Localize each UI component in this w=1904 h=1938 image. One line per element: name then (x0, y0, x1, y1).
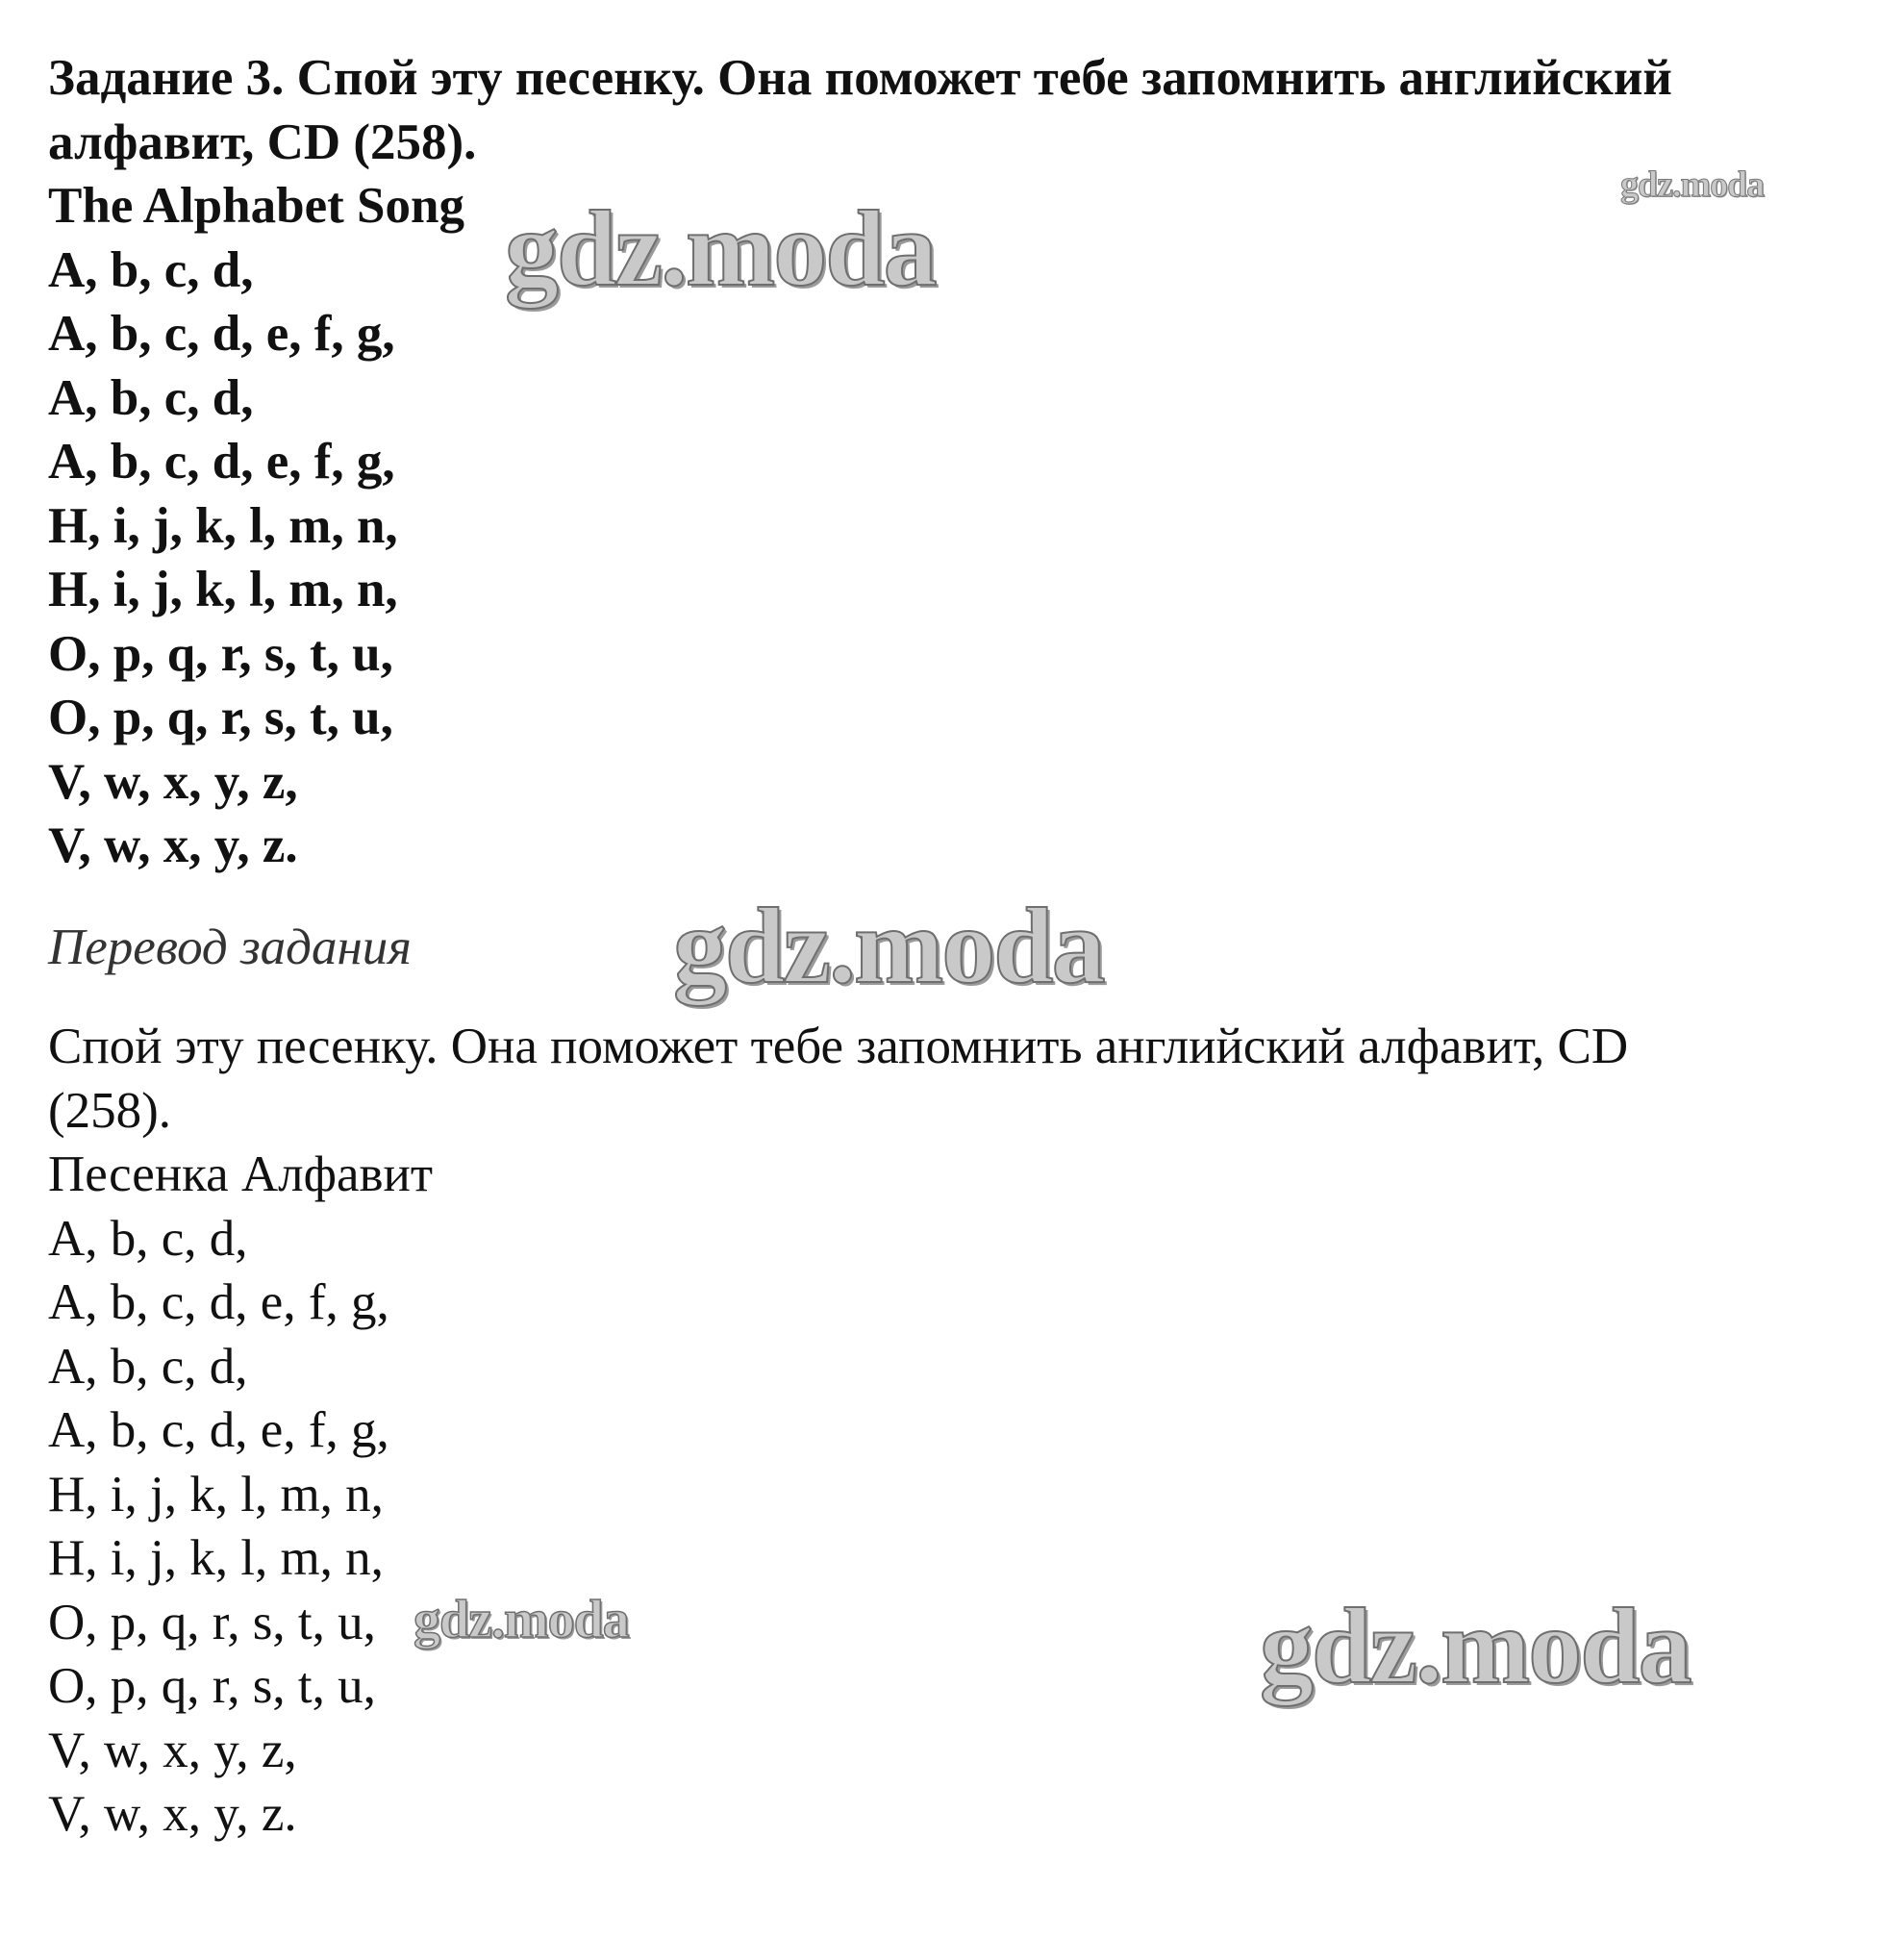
song-line-8: O, p, q, r, s, t, u, (48, 690, 393, 745)
translation-song-line-8: O, p, q, r, s, t, u, (48, 1658, 376, 1714)
watermark-top-right: gdz.moda (1620, 164, 1765, 205)
translation-song-line-3: A, b, c, d, (48, 1338, 248, 1395)
translation-song-line-4: A, b, c, d, e, f, g, (48, 1402, 389, 1458)
translation-section (48, 1015, 1856, 1847)
song-line-1: A, b, c, d, (48, 241, 254, 298)
watermark-bottom-right: gdz.moda (1260, 1587, 1691, 1706)
song-line-10: V, w, x, y, z. (48, 818, 298, 873)
translation-label: Перевод задания (48, 919, 412, 975)
task-heading-line-2: алфавит, CD (258). (48, 113, 477, 170)
song-line-2: A, b, c, d, e, f, g, (48, 306, 395, 362)
song-line-4: A, b, c, d, e, f, g, (48, 434, 395, 490)
translation-song-line-9: V, w, x, y, z, (48, 1722, 297, 1778)
song-line-9: V, w, x, y, z, (48, 753, 298, 810)
translation-song-line-10: V, w, x, y, z. (48, 1786, 297, 1842)
translation-song-line-1: A, b, c, d, (48, 1210, 248, 1267)
translation-song-title: Песенка Алфавит (48, 1146, 434, 1202)
translation-song-line-2: A, b, c, d, e, f, g, (48, 1274, 389, 1330)
song-line-5: H, i, j, k, l, m, n, (48, 497, 398, 554)
translation-song-line-6: H, i, j, k, l, m, n, (48, 1530, 384, 1586)
translation-instruction-line-2: (258). (48, 1082, 172, 1139)
translation-instruction-line-1: Спой эту песенку. Она поможет тебе запомнить английский алфавит, CD (48, 1019, 1629, 1074)
song-line-3: A, b, c, d, (48, 369, 254, 426)
translation-song-line-7: O, p, q, r, s, t, u, (48, 1594, 376, 1650)
song-line-7: O, p, q, r, s, t, u, (48, 625, 393, 682)
task-heading-line-1: Задание 3. Спой эту песенку. Она поможет тебе запомнить английский (48, 50, 1672, 106)
song-title: The Alphabet Song (48, 178, 464, 234)
translation-song-line-5: H, i, j, k, l, m, n, (48, 1466, 384, 1523)
watermark-inline: gdz.moda (413, 1590, 629, 1649)
task-section (48, 46, 1856, 878)
song-line-6: H, i, j, k, l, m, n, (48, 562, 398, 617)
watermark-middle: gdz.moda (673, 887, 1104, 1006)
watermark-top: gdz.moda (505, 189, 936, 309)
